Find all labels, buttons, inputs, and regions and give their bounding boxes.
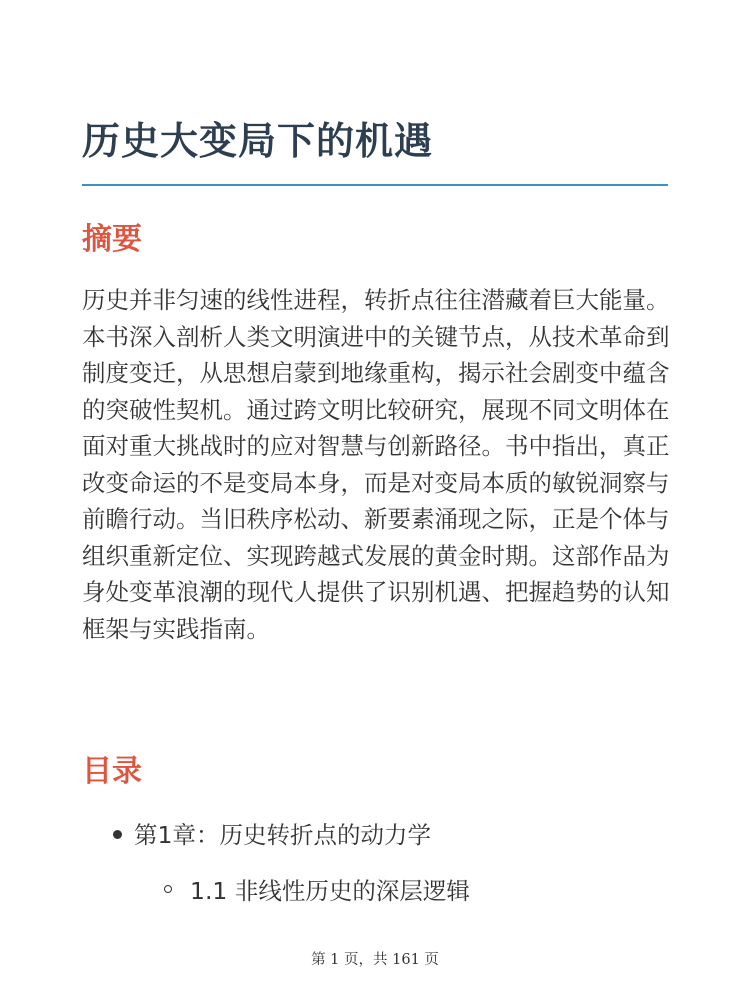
page-number-footer: 第 1 页，共 161 页: [311, 952, 439, 968]
toc-chapter-1[interactable]: 第1章：历史转折点的动力学: [134, 821, 431, 849]
bullet-circle-icon: [164, 885, 172, 893]
abstract-paragraph: 历史并非匀速的线性进程，转折点往往潜藏着巨大能量。本书深入剖析人类文明演进中的关键节点，从技术革命到制度变迁，从思想启蒙到地缘重构，揭示社会剧变中蕴含的突破性契机。通过跨文明比较研究，展现不同文明体在面对重大挑战时的应对智慧与创新路径。书中指出，真正改变命运的不是变局本身，而是对变局本质的敏锐洞察与前瞻行动。当旧秩序松动、新要素涌现之际，正是个体与组织重新定位、实现跨越式发展的黄金时期。这部作品为身处变革浪潮的现代人提供了识别机遇、把握趋势的认知框架与实践指南。: [82, 286, 670, 643]
document-title: 历史大变局下的机遇: [82, 119, 434, 163]
toc-heading: 目录: [82, 754, 142, 789]
title-divider: [82, 184, 668, 186]
toc-section-1-1[interactable]: 1.1 非线性历史的深层逻辑: [190, 877, 470, 905]
bullet-disc-icon: [113, 830, 122, 839]
abstract-heading: 摘要: [82, 222, 142, 257]
